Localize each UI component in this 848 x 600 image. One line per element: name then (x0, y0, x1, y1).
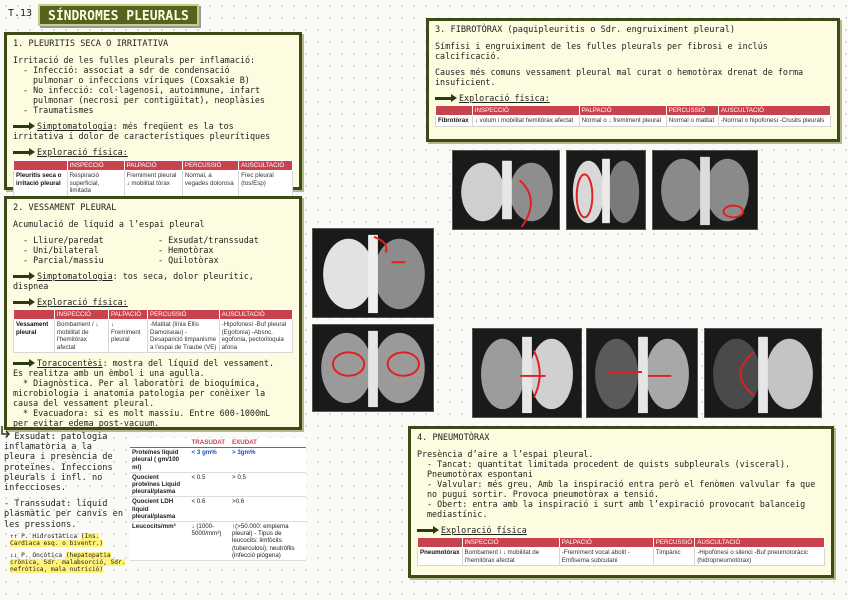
note-exsudat: - Exsudat: patologia inflamatòria a la pleura i presència de proteïnes. Infeccions pleurals i infl. no infeccioses. (4, 432, 113, 494)
list-item: - Obert: entra amb la inspiració i surt amb l’expiració provocant balanceig mediastínic. (427, 499, 806, 519)
table-row: Pneumotòrax Bombament i ↓ mobilitat de l’hemitòrax afectat -Fremiment vocal abolit -Emfisema subcutani Timpànic -Hipofonesi o silenci -Buf pneumotoràcic (hidropneumotòrax) (418, 548, 825, 566)
arrow-icon (13, 272, 35, 280)
xray-image (312, 228, 434, 318)
xray-image (472, 328, 582, 418)
tora-line: causa del vessament pleural. (13, 398, 155, 409)
list-item: pulmonar (necrosi per contigüitat), neoplàsies (33, 95, 265, 105)
exam-table: INSPECCIÓ PALPACIÓ PERCUSSIÓ AUSCULTACIÓ Pleuritis seca o irritació pleural Respiració superficial, limitada Fremiment pleural ↓ mobilitat tòrax Normal, a vegades dolorosa Frec pleural (tos/Esp) (13, 160, 293, 197)
xray-image (586, 328, 698, 418)
xray-image (704, 328, 822, 418)
xray-image (452, 150, 560, 230)
symptoms-cont: dispnea (13, 281, 49, 291)
table-row: Leucocits/mm³ ↓ (1000-5000/mm³) ↑(>50.000: empiema pleural) - Tipus de leucocits: limfòcits (tuberculosi); neutròfils (infecció piògena) (130, 522, 306, 561)
list-item: - Quilotòrax (158, 255, 219, 265)
xray-image (566, 150, 646, 230)
intro: Presència d’aire a l’espai pleural. (417, 449, 594, 459)
exam-table: INSPECCIÓ PALPACIÓ PERCUSSIÓ AUSCULTACIÓ Fibrotòrax ↓ volum i mobilitat hemitòrax afectat Normal o ↓ fremiment pleural Normal o matitat -Normal o hipofonesi -Crusits pleurals (435, 105, 831, 127)
exam-heading: Exploració física: (13, 147, 293, 157)
section-title: 4. PNEUMOTÒRAX (417, 433, 490, 443)
table-row: Quocient LDH líquid pleural/plasma < 0.6 >0.6 (130, 497, 306, 522)
tora-line: microbiologia i anatomia patologia per conèixer la (13, 388, 266, 399)
table-row: Quocient proteïnes Líquid pleural/plasma < 0.5 > 0.5 (130, 472, 306, 497)
arrow-icon (13, 148, 35, 156)
section-title: 2. VESSAMENT PLEURAL (13, 203, 117, 213)
list-item: - Exsudat/transsudat (158, 235, 259, 245)
list-item: - Parcial/massiu (23, 255, 104, 265)
exam-table: INSPECCIÓ PALPACIÓ PERCUSSIÓ AUSCULTACIÓ Vessament pleural Bombament / ↓ mobilitat de l’hemitòrax afectat ↓ Fremiment pleural -Matitat (línia Ellis Damoiseau) -Desaparició timpanisme a l’espai de Traube (VE) -Hipofonesi -Buf pleural (Egofonia) -Absnc. egofonia, pectoriloquia afona (13, 309, 293, 353)
exam-heading: Exploració física: (13, 297, 293, 307)
type-lists (13, 235, 293, 265)
intro: Irritació de les fulles pleurals per inflamació: (13, 55, 256, 65)
arrow-icon (13, 122, 35, 130)
symptoms: Simptomatologia: més freqüent es la tos (13, 121, 293, 131)
exam-heading: Exploració física: (435, 93, 831, 103)
arrow-icon (435, 94, 457, 102)
tora-line: Es realitza amb un èmbol i una agulla. (13, 368, 205, 379)
tora-line: * Evacuadora: si es molt massiu. Entre 600-1000mL (23, 408, 271, 419)
list-item: - Valvular: més greu. Amb la inspiració entra però el fenòmen valvular fa que no pugui sortir. Provoca pneumotòrax a tensió. (427, 479, 816, 499)
note-hidrostatica: ↑↑ P. Hidrostàtica (Ins. Cardiaca esq. o biventr.) (10, 532, 104, 548)
topic-number: T.13 (8, 8, 33, 19)
section-pneumotorax (408, 426, 834, 578)
list-item: - Hemotòrax (158, 245, 214, 255)
symptoms: Simptomatologia: tos seca, dolor pleurític, (13, 271, 293, 281)
paragraph: Símfisi i engruiximent de les fulles pleurals per fibrosi e inclús calcificació. (435, 41, 768, 61)
tora-line: * Diagnòstica. Per al laboratòri de bioquímica, (23, 378, 260, 389)
section-vessament (4, 196, 302, 430)
list-item: - Tancat: quantitat limitada procedent de quists subpleurals (visceral). Pneumotòrax espontani (427, 459, 791, 479)
table-row: Vessament pleural Bombament / ↓ mobilitat de l’hemitòrax afectat ↓ Fremiment pleural -Matitat (línia Ellis Damoiseau) -Desaparició timpanisme a l’espai de Traube (VE) -Hipofonesi -Buf pleural (Egofonia) -Absnc. egofonia, pectoriloquia afona (14, 320, 293, 353)
symptoms-cont: irritativa i dolor de característiques pleurítiques (13, 131, 271, 141)
list-item: - Uni/bilateral (23, 245, 99, 255)
note-oncotica: ↓↓ P. Oncòtica (hepatopatia crònica, Sdr. malabsorció, Sdr. nefròtica, mala nutrició) (10, 551, 126, 574)
exsudat-transsudat-notes (4, 432, 128, 574)
section-title: 1. PLEURITIS SECA O IRRITATIVA (13, 39, 169, 49)
page-title: SÍNDROMES PLEURALS (38, 4, 199, 26)
section-title: 3. FIBROTÒRAX (paquipleuritis o Sdr. engruiximent pleural) (435, 25, 736, 35)
xray-image (312, 324, 434, 412)
trasudat-exudat-table: TRASUDAT EXUDAT Proteïnes líquid pleural ( gm/100 ml) < 3 gm% > 3gm% Quocient proteïnes Líquid pleural/plasma < 0.5 > 0.5 Quocient LDH líquid pleural/plasma < 0.6 >0.6 Leucocits/mm³ ↓ (1000-5000/mm³) ↑(>50.000: empiema pleural) - Tipus de leucocits: limfòcits (tuberculosi); neutròfils (infecció piògena) (130, 438, 306, 561)
toracocentesi: Toracocentèsi: mostra del líquid del vessament. (13, 358, 293, 368)
intro: Acumulació de líquid a l’espai pleural (13, 219, 205, 229)
arrow-icon (13, 359, 35, 367)
exam-table: INSPECCIÓ PALPACIÓ PERCUSSIÓ AUSCULTACIÓ Pneumotòrax Bombament i ↓ mobilitat de l’hemitòrax afectat -Fremiment vocal abolit -Emfisema subcutani Timpànic -Hipofonesi o silenci -Buf pneumotoràcic (hidropneumotòrax) (417, 537, 825, 566)
table-row: Proteïnes líquid pleural ( gm/100 ml) < 3 gm% > 3gm% (130, 448, 306, 473)
paragraph: Causes més comuns vessament pleural mal curat o hemotòrax drenat de forma insuficient. (435, 67, 804, 87)
exam-heading: Exploració física (417, 525, 825, 535)
table-row: Pleuritis seca o irritació pleural Respiració superficial, limitada Fremiment pleural ↓ mobilitat tòrax Normal, a vegades dolorosa Frec pleural (tos/Esp) (14, 171, 293, 196)
list-item: - No infecció: col·lagenosi, autoimmune, infart (23, 85, 260, 95)
table-row: Fibrotòrax ↓ volum i mobilitat hemitòrax afectat Normal o ↓ fremiment pleural Normal o matitat -Normal o hipofonesi -Crusits pleurals (436, 116, 831, 126)
xray-image (652, 150, 758, 230)
list-item: - Traumatismes (23, 105, 94, 115)
note-transsudat: - Transsudat: líquid plasmàtic per canvis en les pressions. (4, 499, 123, 530)
arrow-icon (13, 298, 35, 306)
section-fibrotorax (426, 18, 840, 142)
section-pleuritis (4, 32, 302, 195)
list-item: pulmonar o infeccions víriques (Coxsakie B) (33, 75, 250, 85)
tora-line: per evitar edema post-vacuum. (13, 418, 160, 429)
arrow-icon (417, 526, 439, 534)
list-item: - Infecció: associat a sdr de condensació (23, 65, 230, 75)
list-item: - Lliure/paredat (23, 235, 104, 245)
